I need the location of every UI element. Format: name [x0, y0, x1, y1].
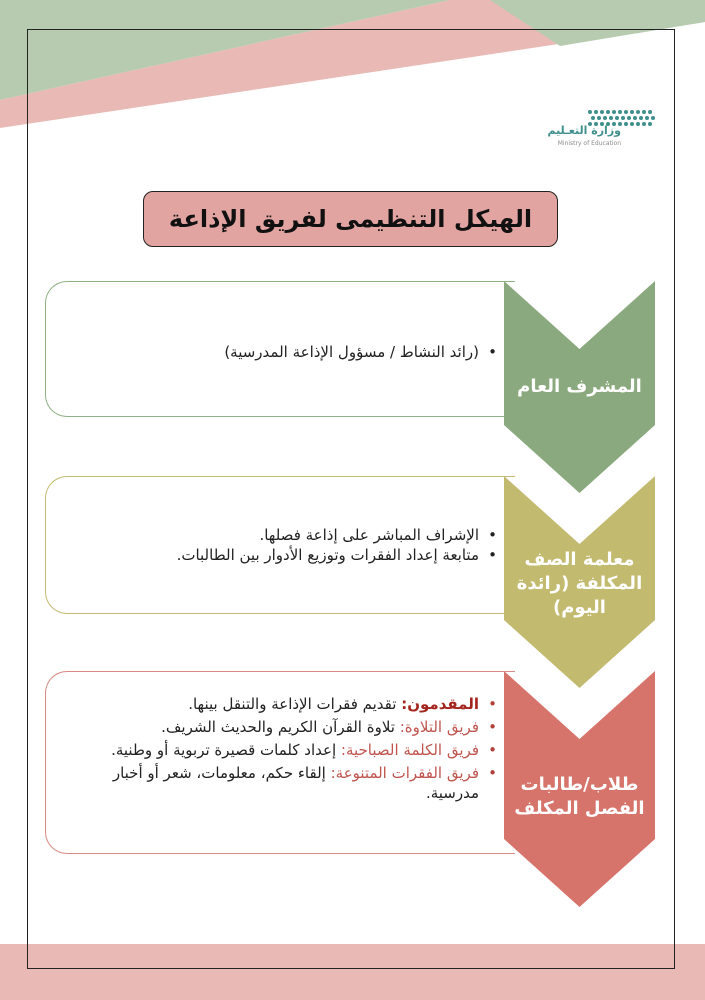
list-item-text: (رائد النشاط / مسؤول الإذاعة المدرسية): [224, 343, 479, 361]
logo-english-text: Ministry of Education: [557, 140, 621, 147]
list-item-text: إلقاء حكم، معلومات، شعر أو أخبار مدرسية.: [112, 764, 479, 802]
section-label-general-supervisor: المشرف العام: [517, 376, 642, 397]
section-card-general-supervisor: [45, 281, 515, 417]
section-list: [46, 525, 515, 565]
section-list: [46, 342, 515, 362]
list-item-term: فريق الكلمة الصباحية:: [340, 741, 479, 759]
title-box: [143, 191, 558, 247]
list-item: [56, 694, 497, 714]
list-item-text: تقديم فقرات الإذاعة والتنقل بينها.: [188, 695, 402, 713]
section-label-students: طلاب/طالبات الفصل المكلف: [514, 774, 645, 819]
list-item-text: تلاوة القرآن الكريم والحديث الشريف.: [161, 718, 400, 736]
list-item-term: المقدمون:: [401, 695, 479, 713]
logo-arabic-text: وزارة التعـليم: [547, 124, 621, 137]
list-item: [56, 717, 497, 737]
list-item: [56, 342, 497, 362]
list-item-text: الإشراف المباشر على إذاعة فصلها.: [259, 526, 479, 544]
list-item: [56, 763, 497, 803]
list-item-text: إعداد كلمات قصيرة تربوية أو وطنية.: [111, 741, 341, 759]
section-list: [46, 694, 515, 806]
section-card-students: [45, 671, 515, 854]
list-item: [56, 545, 497, 565]
list-item: [56, 740, 497, 760]
list-item-term: فريق التلاوة:: [399, 718, 479, 736]
list-item-text: متابعة إعداد الفقرات وتوزيع الأدوار بين الطالبات.: [176, 546, 479, 564]
list-item: [56, 525, 497, 545]
section-label-class-teacher: معلمة الصف المكلفة (رائدة اليوم): [516, 549, 643, 618]
page-title: الهيكل التنظيمى لفريق الإذاعة: [168, 205, 533, 233]
list-item-term: فريق الفقرات المتنوعة:: [330, 764, 479, 782]
section-card-class-teacher: [45, 476, 515, 614]
